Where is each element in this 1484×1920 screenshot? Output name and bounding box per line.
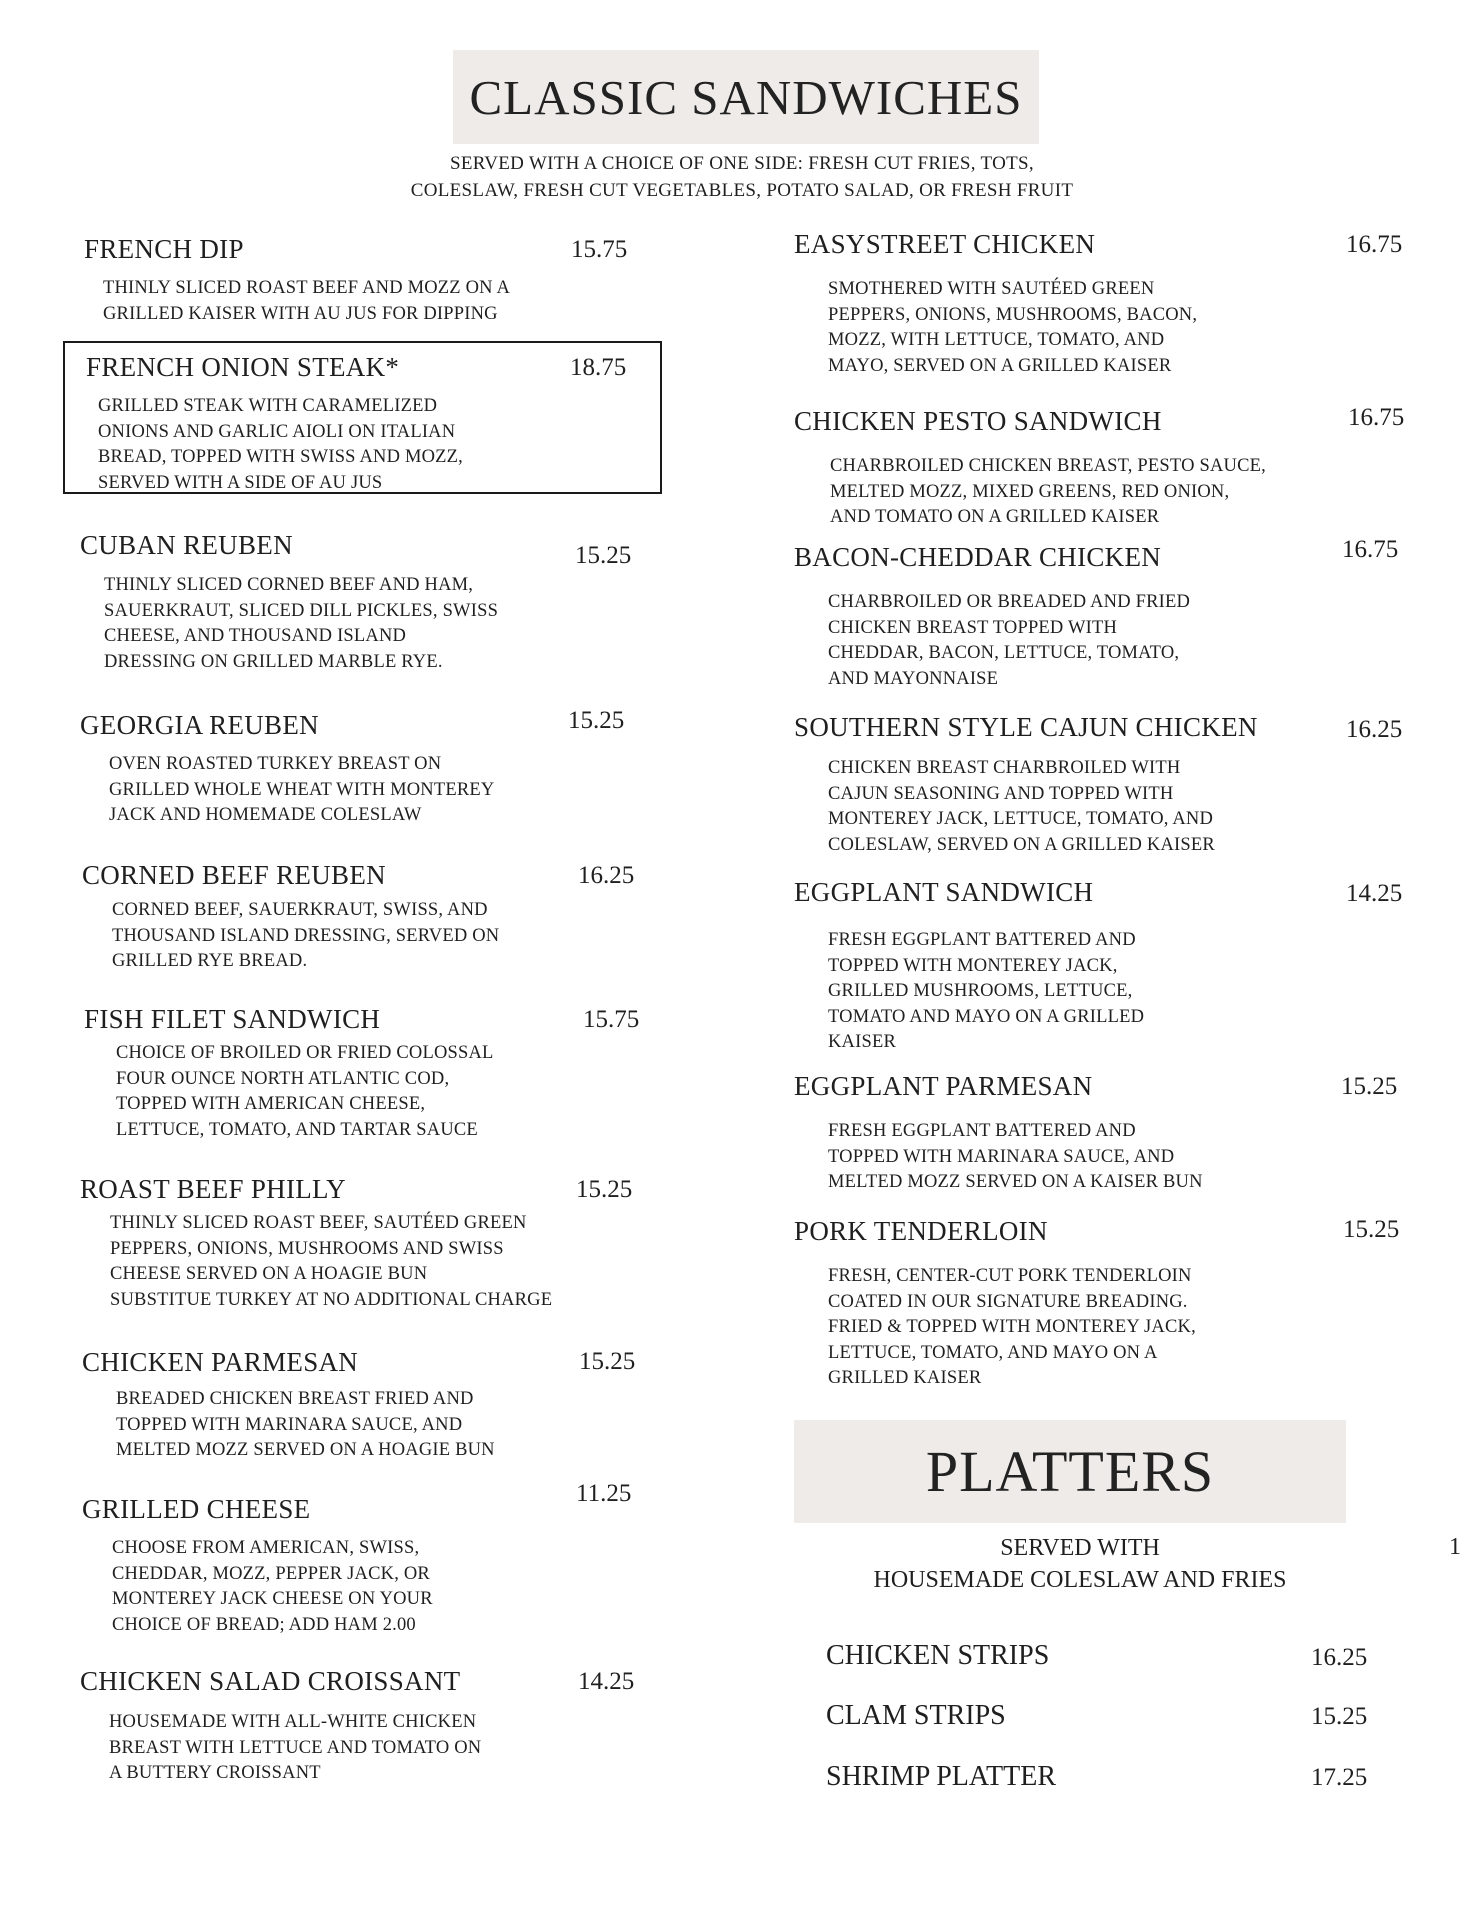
item-name: ROAST BEEF PHILLY — [80, 1174, 346, 1204]
item-name: PORK TENDERLOIN — [794, 1216, 1048, 1246]
item-description — [828, 1119, 1203, 1196]
item-description — [98, 394, 463, 496]
item-description-line: A BUTTERY CROISSANT — [109, 1763, 321, 1783]
item-description-line: MOZZ, WITH LETTUCE, TOMATO, AND — [828, 330, 1165, 350]
item-description-line: CHICKEN BREAST CHARBROILED WITH — [828, 758, 1181, 778]
item-description-line: CHOICE OF BROILED OR FRIED COLOSSAL — [116, 1043, 494, 1063]
item-description-line: CORNED BEEF, SAUERKRAUT, SWISS, AND — [112, 900, 488, 920]
item-price: 16.75 — [1342, 536, 1399, 563]
title-banner — [453, 50, 1039, 144]
item-description-line: SERVED WITH A SIDE OF AU JUS — [98, 472, 383, 493]
item-description-line: COATED IN OUR SIGNATURE BREADING. — [828, 1291, 1188, 1312]
item-description-line: CHARBROILED CHICKEN BREAST, PESTO SAUCE, — [830, 456, 1266, 476]
platters-note-line: SERVED WITH — [1000, 1535, 1160, 1561]
item-description — [828, 590, 1190, 692]
item-description-line: FRESH EGGPLANT BATTERED AND — [828, 930, 1136, 950]
item-name: CORNED BEEF REUBEN — [82, 860, 386, 890]
item-description-line: MONTEREY JACK CHEESE ON YOUR — [112, 1589, 433, 1609]
item-description-line: PEPPERS, ONIONS, MUSHROOMS AND SWISS — [110, 1238, 504, 1259]
item-description-line: BREAST WITH LETTUCE AND TOMATO ON — [109, 1737, 482, 1758]
item-name: EGGPLANT PARMESAN — [794, 1071, 1093, 1101]
item-description-line: JACK AND HOMEMADE COLESLAW — [109, 805, 422, 825]
item-description-line: GRILLED KAISER WITH AU JUS FOR DIPPING — [103, 303, 498, 324]
item-description-line: KAISER — [828, 1032, 897, 1052]
platter-price: 17.25 — [1311, 1764, 1368, 1791]
item-name: GRILLED CHEESE — [82, 1494, 311, 1524]
page-title: CLASSIC SANDWICHES — [469, 69, 1023, 125]
item-name: GEORGIA REUBEN — [80, 710, 319, 740]
page-number: 1 — [1449, 1534, 1461, 1560]
item-description-line: PEPPERS, ONIONS, MUSHROOMS, BACON, — [828, 304, 1198, 325]
item-description-line: MAYO, SERVED ON A GRILLED KAISER — [828, 355, 1172, 376]
item-price: 15.75 — [583, 1006, 640, 1033]
item-description-line: CHOOSE FROM AMERICAN, SWISS, — [112, 1538, 420, 1558]
item-description — [828, 1264, 1196, 1392]
item-name: CHICKEN PESTO SANDWICH — [794, 406, 1162, 436]
item-price: 16.75 — [1348, 404, 1405, 431]
platter-name: SHRIMP PLATTER — [826, 1761, 1057, 1792]
item-description — [116, 1387, 495, 1464]
item-description — [109, 1710, 481, 1787]
item-description-line: THOUSAND ISLAND DRESSING, SERVED ON — [112, 925, 500, 946]
item-description-line: TOPPED WITH MARINARA SAUCE, AND — [828, 1146, 1175, 1167]
sides-note-line: COLESLAW, FRESH CUT VEGETABLES, POTATO SALAD, OR FRESH FRUIT — [410, 180, 1074, 201]
item-price: 15.25 — [568, 707, 625, 734]
item-description-line: GRILLED MUSHROOMS, LETTUCE, — [828, 981, 1133, 1001]
item-description-line: MONTEREY JACK, LETTUCE, TOMATO, AND — [828, 809, 1214, 829]
item-description-line: CHEESE, AND THOUSAND ISLAND — [104, 626, 407, 646]
platter-price: 16.25 — [1311, 1644, 1368, 1671]
item-description-line: THINLY SLICED ROAST BEEF AND MOZZ ON A — [103, 278, 511, 298]
item-description-line: TOPPED WITH MONTEREY JACK, — [828, 955, 1118, 976]
item-price: 16.25 — [578, 862, 635, 889]
item-description — [828, 277, 1197, 379]
item-description-line: FRESH, CENTER-CUT PORK TENDERLOIN — [828, 1266, 1192, 1286]
item-description — [828, 928, 1144, 1056]
platters-note — [800, 1532, 1360, 1596]
item-description-line: GRILLED KAISER — [828, 1368, 982, 1388]
item-description-line: GRILLED RYE BREAD. — [112, 951, 308, 971]
item-name: BACON-CHEDDAR CHICKEN — [794, 542, 1162, 572]
item-description-line: SAUERKRAUT, SLICED DILL PICKLES, SWISS — [104, 600, 499, 621]
item-price: 15.25 — [576, 1176, 633, 1203]
item-description-line: FRESH EGGPLANT BATTERED AND — [828, 1121, 1136, 1141]
item-name: SOUTHERN STYLE CAJUN CHICKEN — [794, 712, 1258, 742]
item-description-line: CHICKEN BREAST TOPPED WITH — [828, 617, 1118, 638]
item-price: 16.25 — [1346, 716, 1403, 743]
item-price: 15.25 — [579, 1348, 636, 1375]
item-description — [828, 756, 1215, 858]
item-price: 15.25 — [1341, 1073, 1398, 1100]
item-description-line: MELTED MOZZ SERVED ON A HOAGIE BUN — [116, 1440, 495, 1460]
item-description — [104, 573, 498, 675]
item-name: CUBAN REUBEN — [80, 530, 293, 560]
item-description — [830, 454, 1266, 531]
item-description-line: HOUSEMADE WITH ALL-WHITE CHICKEN — [109, 1712, 477, 1732]
item-description-line: CAJUN SEASONING AND TOPPED WITH — [828, 783, 1174, 804]
item-description — [103, 276, 510, 327]
item-description-line: TOMATO AND MAYO ON A GRILLED — [828, 1006, 1145, 1027]
item-price: 15.25 — [1343, 1216, 1400, 1243]
item-description-line: AND MAYONNAISE — [828, 668, 999, 689]
item-description-line: CHEDDAR, MOZZ, PEPPER JACK, OR — [112, 1563, 430, 1584]
item-description-line: MELTED MOZZ, MIXED GREENS, RED ONION, — [830, 481, 1230, 502]
item-price: 14.25 — [1346, 880, 1403, 907]
platters-title: PLATTERS — [925, 1439, 1215, 1504]
item-description-line: DRESSING ON GRILLED MARBLE RYE. — [104, 651, 443, 672]
item-description-line: TOPPED WITH MARINARA SAUCE, AND — [116, 1414, 463, 1435]
item-description-line: CHEESE SERVED ON A HOAGIE BUN — [110, 1264, 428, 1284]
item-description-line: LETTUCE, TOMATO, AND TARTAR SAUCE — [116, 1119, 478, 1140]
item-price: 15.75 — [571, 236, 628, 263]
sides-note — [292, 150, 1192, 204]
item-description-line: MELTED MOZZ SERVED ON A KAISER BUN — [828, 1172, 1203, 1192]
item-description-line: GRILLED WHOLE WHEAT WITH MONTEREY — [109, 779, 495, 800]
item-description-line: THINLY SLICED CORNED BEEF AND HAM, — [104, 575, 474, 595]
item-description-line: BREAD, TOPPED WITH SWISS AND MOZZ, — [98, 447, 464, 467]
platter-name: CLAM STRIPS — [826, 1700, 1006, 1731]
item-description — [112, 898, 499, 975]
item-description — [110, 1211, 552, 1313]
platter-price: 15.25 — [1311, 1703, 1368, 1730]
item-description-line: GRILLED STEAK WITH CARAMELIZED — [98, 396, 438, 416]
item-price: 14.25 — [578, 1668, 635, 1695]
item-name: EGGPLANT SANDWICH — [794, 877, 1094, 907]
item-description — [112, 1536, 433, 1638]
item-description-line: ONIONS AND GARLIC AIOLI ON ITALIAN — [98, 421, 456, 442]
item-name: FISH FILET SANDWICH — [84, 1004, 381, 1034]
item-description-line: FOUR OUNCE NORTH ATLANTIC COD, — [116, 1068, 450, 1089]
item-description-line: FRIED & TOPPED WITH MONTEREY JACK, — [828, 1317, 1196, 1337]
item-price: 16.75 — [1346, 231, 1403, 258]
platters-banner — [794, 1420, 1346, 1523]
item-name: FRENCH ONION STEAK* — [86, 352, 400, 382]
item-description-line: THINLY SLICED ROAST BEEF, SAUTÉED GREEN — [110, 1213, 527, 1233]
item-description-line: COLESLAW, SERVED ON A GRILLED KAISER — [828, 834, 1215, 855]
item-description-line: CHOICE OF BREAD; ADD HAM 2.00 — [112, 1614, 416, 1635]
item-description-line: CHEDDAR, BACON, LETTUCE, TOMATO, — [828, 643, 1180, 663]
item-description-line: SUBSTITUE TURKEY AT NO ADDITIONAL CHARGE — [110, 1289, 553, 1310]
item-name: CHICKEN SALAD CROISSANT — [80, 1666, 461, 1696]
item-description-line: OVEN ROASTED TURKEY BREAST ON — [109, 754, 442, 774]
item-description — [109, 752, 494, 829]
item-description-line: CHARBROILED OR BREADED AND FRIED — [828, 592, 1191, 612]
sides-note-line: SERVED WITH A CHOICE OF ONE SIDE: FRESH CUT FRIES, TOTS, — [450, 153, 1034, 174]
item-description-line: TOPPED WITH AMERICAN CHEESE, — [116, 1094, 426, 1114]
platter-name: CHICKEN STRIPS — [826, 1640, 1050, 1671]
platters-note-line: HOUSEMADE COLESLAW AND FRIES — [873, 1567, 1287, 1593]
item-description — [116, 1041, 494, 1143]
item-description-line: LETTUCE, TOMATO, AND MAYO ON A — [828, 1342, 1158, 1363]
item-name: FRENCH DIP — [84, 234, 244, 264]
item-price: 11.25 — [576, 1480, 632, 1507]
item-description-line: BREADED CHICKEN BREAST FRIED AND — [116, 1389, 474, 1409]
item-name: CHICKEN PARMESAN — [82, 1347, 359, 1377]
item-price: 18.75 — [570, 354, 627, 381]
item-description-line: AND TOMATO ON A GRILLED KAISER — [830, 507, 1160, 527]
item-price: 15.25 — [575, 542, 632, 569]
item-description-line: SMOTHERED WITH SAUTÉED GREEN — [828, 279, 1155, 299]
item-name: EASYSTREET CHICKEN — [794, 229, 1096, 259]
